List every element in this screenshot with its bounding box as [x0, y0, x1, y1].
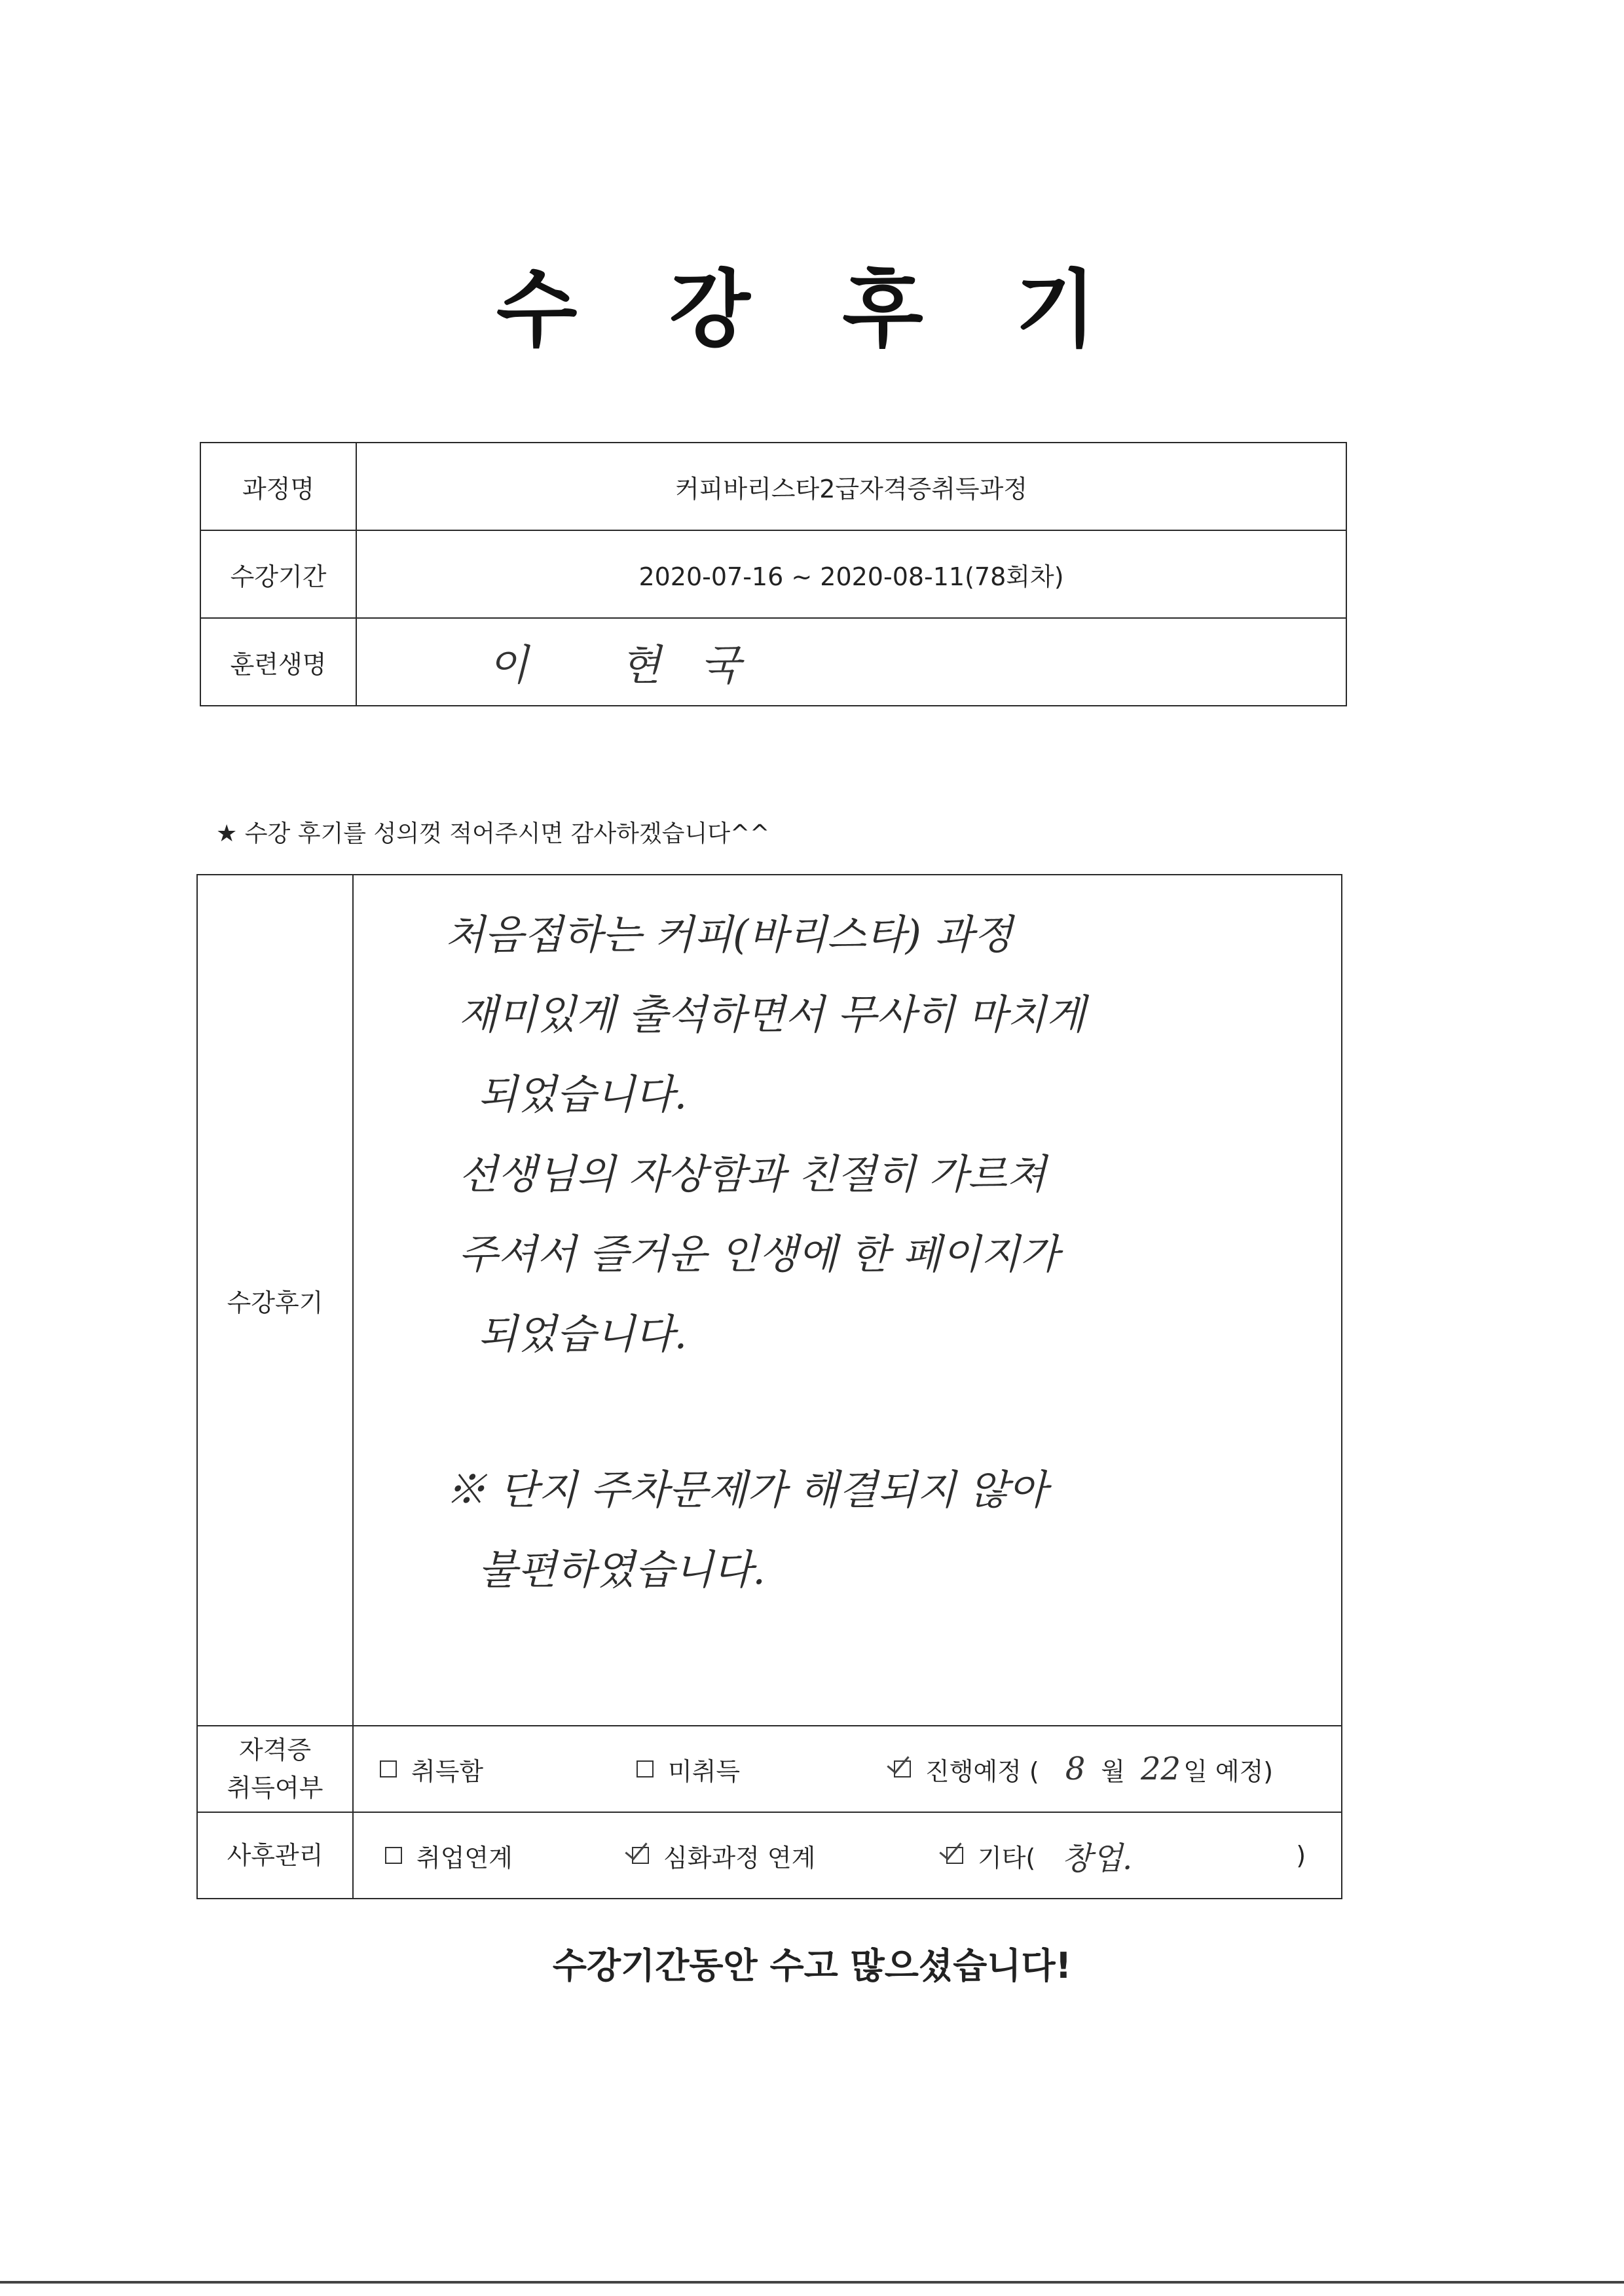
review-line: 선생님의 자상함과 친절히 가르쳐	[458, 1150, 1046, 1198]
checkbox-other[interactable]	[946, 1847, 963, 1864]
page-bottom-rule	[0, 2281, 1624, 2284]
trainee-label: 훈련생명	[200, 618, 356, 706]
review-line: 재미있게 출석하면서 무사히 마치게	[458, 991, 1086, 1038]
course-info-table	[200, 442, 1347, 706]
option-acquired[interactable]	[380, 1726, 483, 1812]
document-title: 수 강 후 기	[496, 261, 1128, 359]
aftercare-row	[197, 1812, 1342, 1899]
review-text-area[interactable]	[353, 875, 1342, 1726]
review-handwritten-text	[445, 895, 1086, 1610]
checkbox-scheduled[interactable]	[894, 1760, 911, 1777]
checkbox-acquired[interactable]	[380, 1760, 397, 1777]
review-table	[196, 874, 1342, 1899]
certification-row	[197, 1726, 1342, 1812]
option-scheduled[interactable]	[894, 1726, 1273, 1812]
option-acquired-label: 취득함	[411, 1757, 484, 1786]
closing-message: 수강기간동안 수고 많으셨습니다!	[552, 1945, 1072, 1986]
review-line: 불편하였습니다.	[478, 1546, 766, 1594]
option-advanced-course[interactable]	[632, 1813, 815, 1898]
option-advanced-course-label: 심화과정 연계	[663, 1843, 816, 1872]
trainee-name-handwritten: 이 현국	[488, 642, 780, 690]
certification-options	[353, 1726, 1342, 1812]
day-suffix: 일 예정)	[1183, 1757, 1274, 1786]
certification-label	[197, 1726, 353, 1812]
checkbox-employment[interactable]	[385, 1847, 402, 1864]
review-row	[197, 875, 1342, 1726]
review-line: 주셔서 즐거운 인생에 한 페이지가	[458, 1230, 1060, 1278]
option-not-acquired[interactable]	[637, 1726, 740, 1812]
period-value: 2020-07-16 ~ 2020-08-11(78회차)	[356, 530, 1346, 618]
option-other[interactable]	[946, 1813, 1306, 1898]
option-not-acquired-label: 미취득	[668, 1757, 741, 1786]
review-line: ※ 단지 주차문제가 해결되지 않아	[445, 1466, 1048, 1514]
course-value: 커피바리스타2급자격증취득과정	[356, 443, 1346, 530]
period-row	[200, 530, 1346, 618]
notice-text: ★ 수강 후기를 성의껏 적어주시면 감사하겠습니다^^	[216, 820, 770, 847]
option-employment-label: 취업연계	[416, 1843, 513, 1872]
aftercare-options	[353, 1812, 1342, 1899]
review-label: 수강후기	[197, 875, 353, 1726]
review-spacer	[445, 1374, 1086, 1450]
day-handwritten: 22	[1141, 1751, 1181, 1787]
option-other-label: 기타(	[978, 1843, 1036, 1872]
certification-label-line1: 자격증	[238, 1736, 312, 1764]
review-line: 처음접하는 커피(바리스타) 과정	[445, 911, 1013, 958]
review-line: 되었습니다.	[478, 1070, 688, 1118]
other-handwritten: 창업.	[1061, 1840, 1133, 1877]
course-row	[200, 443, 1346, 530]
month-handwritten: 8	[1065, 1751, 1086, 1787]
option-other-close: )	[1296, 1841, 1306, 1870]
month-unit: 월	[1101, 1757, 1126, 1786]
course-label: 과정명	[200, 443, 356, 530]
certification-label-line2: 취득여부	[227, 1774, 323, 1802]
review-line: 되었습니다.	[478, 1310, 688, 1358]
aftercare-label: 사후관리	[197, 1812, 353, 1899]
period-label: 수강기간	[200, 530, 356, 618]
trainee-row	[200, 618, 1346, 706]
checkbox-not-acquired[interactable]	[637, 1760, 654, 1777]
trainee-name-cell[interactable]	[356, 618, 1346, 706]
option-scheduled-label: 진행예정 (	[925, 1757, 1039, 1786]
option-employment[interactable]	[385, 1813, 513, 1898]
checkbox-advanced-course[interactable]	[632, 1847, 649, 1864]
